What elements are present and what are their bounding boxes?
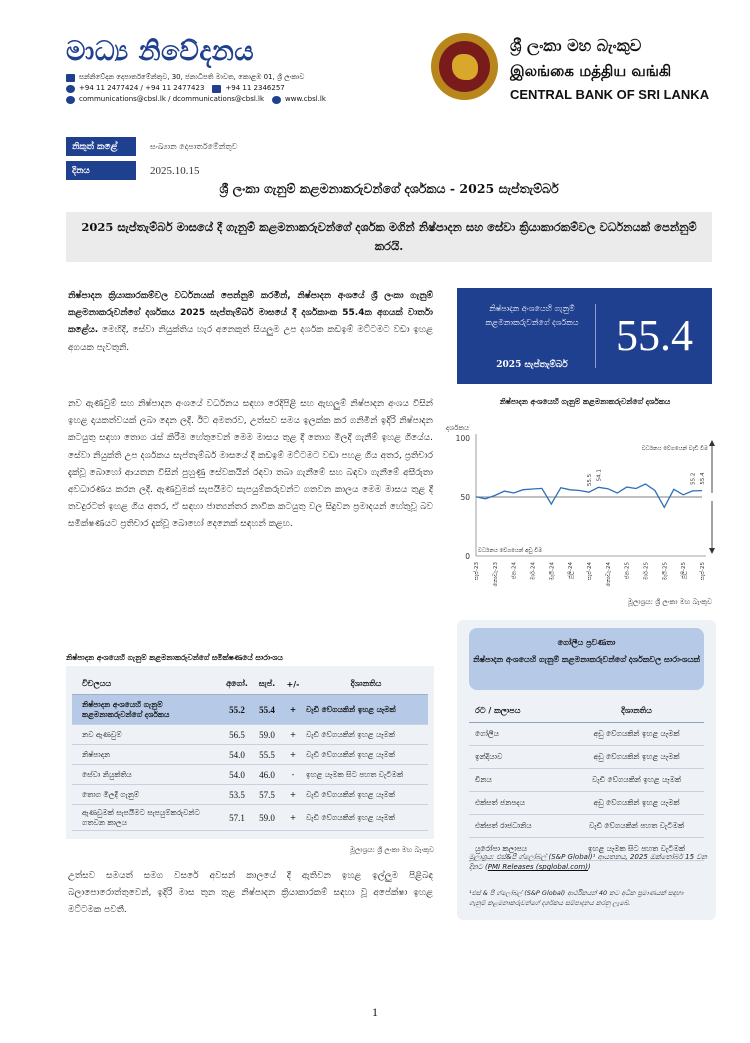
global-source [469, 852, 707, 872]
release-subtitle: 2025 සැප්තැම්බර් මාසයේ දී ගැනුම් කළමනාකරුවන්ගේ දර්ශක මගින් නිෂ්පාදන සහ සේවා ක්‍රියාකාරකම්වල වර්ධනයක් පෙන්නුම් කරයි. [66, 212, 712, 262]
direction-cell: වැඩි වේගයකින් ඉහළ යෑමක් [569, 768, 704, 791]
col-variable: විචලයය [72, 674, 222, 695]
global-trends-panel [457, 620, 716, 920]
y-tick-label: 100 [455, 434, 470, 443]
pmi-series-line [476, 484, 702, 507]
y-tick-label: 0 [465, 552, 470, 561]
sep-value-cell: 57.5 [252, 785, 282, 805]
chart-source: මූලාශ්‍රය: ශ්‍රී ලංකා මහ බැංකුව [627, 598, 712, 606]
website-link[interactable]: www.cbsl.lk [285, 95, 326, 103]
x-tick-label: ජන-25 [624, 562, 631, 580]
data-label: 54.1 [596, 469, 603, 482]
trend-cell: ඉහළ යෑමක සිට පහත වැටීමක් [304, 765, 428, 785]
direction-cell: අඩු වේගයකින් ඉහළ යෑමක් [569, 791, 704, 814]
fax-icon [212, 85, 221, 93]
direction-cell: අඩු වේගයකින් ඉහළ යෑමක් [569, 722, 704, 745]
sep-value-cell: 46.0 [252, 765, 282, 785]
fax-text: +94 11 2346257 [225, 84, 285, 92]
variable-cell: නිෂ්පාදන අංශයෙහි ගැනුම් කළමනාකරුවන්ගේ දර්ශකය [72, 695, 222, 725]
aug-value-cell: 56.5 [222, 725, 252, 745]
stat-label: නිෂ්පාදන අංශයෙහි ගැනුම් කළමනාකරුවන්ගේ දර්ශකය [485, 304, 579, 327]
change-sign-cell: + [282, 695, 304, 725]
variable-cell: තොග මිලදී ගැනුම් [72, 785, 222, 805]
pmi-stat-box [457, 288, 712, 384]
table-row [469, 722, 704, 745]
data-label: 55.2 [690, 472, 697, 485]
lower-annotation: වර්ධනය වේගයෙන් අඩු වීම [478, 548, 543, 554]
global-source-prefix: මූලාශ්‍රය: එස්&පී ග්ලෝබල් (S&P Global)¹ ආයතනය, 2025 ඔක්තෝබර් 15 වන දිනට ( [469, 853, 707, 871]
bank-name-english: CENTRAL BANK OF SRI LANKA [510, 87, 710, 102]
paragraph-1 [68, 288, 433, 357]
data-label: 55.5 [587, 473, 593, 487]
sep-value-cell: 59.0 [252, 725, 282, 745]
bank-name-tamil: இலங்கை மத்திய வங்கி [510, 62, 672, 80]
summary-table-container [66, 666, 434, 839]
y-tick-label: 50 [460, 493, 470, 502]
change-sign-cell: + [282, 785, 304, 805]
release-title: ශ්‍රී ලංකා ගැනුම් කළමනාකරුවන්ගේ දර්ශකය - 2025 සැප්තැම්බර් [219, 181, 559, 196]
country-cell: ඉන්දියාව [469, 745, 569, 768]
col-change: +/- [282, 674, 304, 695]
upper-annotation: වර්ධනය වේගයෙන් වැඩි වීම [641, 446, 708, 452]
release-meta [66, 137, 324, 185]
col-country: රට / කලාපය [469, 700, 569, 722]
x-tick-label: නොවැ-24 [605, 562, 612, 587]
global-panel-header [469, 628, 704, 690]
page-number: 1 [372, 1005, 378, 1019]
aug-value-cell: 54.0 [222, 765, 252, 785]
date-row [66, 161, 324, 180]
contact-block [66, 72, 356, 105]
x-tick-label: සැප්-25 [700, 562, 706, 581]
table-row [469, 791, 704, 814]
at-icon [66, 96, 75, 104]
global-footnote: ¹එස් & පී ග්ලෝබල් (S&P Global) ආර්ථිකයන් 40 කට අධික ප්‍රමාණයක් සඳහා ගැනුම් කළමනාකරුවන්ගේ දර්ශකය සම්පාදනය කරනු ලැබේ. [457, 884, 712, 912]
global-header-row [469, 700, 704, 722]
table-row [469, 768, 704, 791]
x-tick-label: මැයි-24 [549, 562, 556, 581]
summary-table-caption: නිෂ්පාදන අංශයෙහි ගැනුම් කළමනාකරුවන්ගේ සමීක්ෂණයේ සාරාංශය [66, 653, 283, 662]
trend-cell: වැඩි වේගයකින් ඉහළ යෑමක් [304, 695, 428, 725]
table-row [469, 814, 704, 837]
summary-table [72, 674, 428, 831]
globe-icon [272, 96, 281, 104]
pmi-releases-link[interactable]: PMI Releases (spglobal.com) [487, 863, 588, 871]
issued-by-row [66, 137, 324, 156]
aug-value-cell: 53.5 [222, 785, 252, 805]
trend-cell: වැඩි වේගයකින් ඉහළ යෑමක් [304, 785, 428, 805]
table-row [72, 765, 428, 785]
global-source-suffix: ) [587, 863, 591, 871]
sep-value-cell: 55.5 [252, 745, 282, 765]
date-label: දිනය [66, 161, 136, 180]
col-aug: අගෝ. [222, 674, 252, 695]
paragraph-1-rest: මෙහිදී, සේවා නියුක්තිය හැර අනෙකුත් සියලුම උප දර්ශක කඩඉම් මට්ටමට වඩා ඉහළ අගයක පැවතුනි. [68, 325, 433, 353]
stat-value: 55.4 [616, 311, 693, 360]
direction-cell: අඩු වේගයකින් ඉහළ යෑමක් [569, 745, 704, 768]
table-row [72, 725, 428, 745]
phone-icon [66, 85, 75, 93]
change-sign-cell: + [282, 725, 304, 745]
table-row [72, 805, 428, 831]
up-arrow-icon [709, 440, 715, 446]
change-sign-cell: - [282, 765, 304, 785]
address-text: සන්නිවේදන දෙපාර්තමේන්තුව, 30, ජනාධිපති මාවත, කොළඹ 01, ශ්‍රී ලංකාව [79, 73, 305, 81]
media-release-brand: මාධ්‍ය නිවේදනය [66, 36, 255, 67]
header-right [510, 35, 720, 104]
country-cell: එක්සත් රාජධානිය [469, 814, 569, 837]
trend-cell: වැඩි වේගයකින් ඉහළ යෑමක් [304, 805, 428, 831]
email-link[interactable]: communications@cbsl.lk / dcommunications@cbsl.lk [79, 95, 265, 103]
mail-icon [66, 74, 75, 82]
country-cell: ගෝලීය [469, 722, 569, 745]
address-line [66, 72, 356, 83]
sep-value-cell: 59.0 [252, 805, 282, 831]
paragraph-2: නව ඇණවුම් සහ නිෂ්පාදන අංශයේ වර්ධනය සඳහා රෙදිපිළි සහ ඇඟලුම් නිෂ්පාදන අංශය විසින් ඉහළ දායකත්වයක් ලබා දෙන ලදී. ඊට අමතරව, උත්සව සමය ඉලක්ක කර ගනිමින් ඉදිරි නිෂ්පාදන කටයුතු සඳහා තොග රැස් කිරීම හේතුවෙන් මෙම මාසය තුළ දී තොග මිලදී ගැනීම් ඉහළ ගියේය. සේවා නියුක්ති උප දර්ශකය සැප්තැම්බර් මාසයේ දී කඩඉම් මට්ටමට වඩා පහළ ගිය අතර, ප්‍රතිචාර දැක්වූ බොහෝ ආයතන විසින් පුහුණු සේවකයින් රඳවා තබා ගැනීමේ සහ බඳවා ගැනීමේ අසීරුතා අවධාරණය කරන ලදී. ඇණවුමක් සැපයීමට සැපයුම්කරුවන්ට ගතවන කාලය මෙම මාසය තුළ දී තවදුරටත් ඉහළ ගිය අතර, ඒ සඳහා ජාත්‍යන්තර නාවික කටයුතු වල සිදුවන ප්‍රමාදයන් හේතුවූ බව සමීක්ෂණයට ප්‍රතිචාර දැක්වූ බොහෝ දෙනෙක් සඳහන් කළහ. [68, 399, 433, 530]
x-tick-label: සැප්-23 [474, 562, 480, 581]
sep-value-cell: 55.4 [252, 695, 282, 725]
x-tick-label: ජූලි-24 [568, 562, 575, 579]
chart-title: නිෂ්පාදන අංශයෙහි ගැනුම් කළමනාකරුවන්ගේ දර්ශකය [499, 397, 671, 406]
lion-icon [452, 54, 478, 80]
summary-header-row [72, 674, 428, 695]
phone-line [66, 83, 356, 94]
phone-text: +94 11 2477424 / +94 11 2477423 [79, 84, 205, 92]
pmi-line-chart [440, 418, 720, 596]
cbsl-crest-logo [431, 33, 498, 100]
change-sign-cell: + [282, 805, 304, 831]
paragraph-3: උත්සව සමයත් සමග වසරේ අවසන් කාලයේ දී ඇතිවන ඉහළ ඉල්ලුම පිළිබඳ බලාපොරොත්තුවෙන්, ඉදිරි මාස තුන තුළ නිෂ්පාදන ක්‍රියාකාරකම් සඳහා වූ අපේක්ෂා ඉහළ මට්ටමක පවතී. [68, 871, 433, 916]
trend-cell: වැඩි වේගයකින් ඉහළ යෑමක් [304, 725, 428, 745]
issued-by-value: සංඛ්‍යාන දෙපාර්තමේන්තුව [150, 141, 238, 151]
table-row [72, 745, 428, 765]
x-tick-label: මාර්-24 [530, 562, 537, 581]
change-sign-cell: + [282, 745, 304, 765]
date-value: 2025.10.15 [150, 164, 200, 177]
direction-cell: ඉහළ යෑමක සිට පහත වැටීමක් [569, 837, 704, 860]
header-left [66, 36, 356, 105]
aug-value-cell: 55.2 [222, 695, 252, 725]
variable-cell: නිෂ්පාදන [72, 745, 222, 765]
down-arrow-icon [709, 548, 715, 554]
x-tick-label: සැප්-24 [587, 562, 593, 581]
x-tick-label: මාර්-25 [643, 562, 650, 581]
col-trend: දිශානතිය [304, 674, 428, 695]
variable-cell: සේවා නියුක්තිය [72, 765, 222, 785]
crest-inner [439, 41, 490, 92]
global-trends-table [469, 700, 704, 861]
global-panel-heading-2: නිෂ්පාදන අංශයෙහි ගැනුම් කළමනාකරුවන්ගේ දර්ශකවල සාරාංශයක් [473, 655, 700, 664]
bank-name-sinhala: ශ්‍රී ලංකා මහ බැංකුව [510, 36, 642, 55]
variable-cell: ඇණවුමක් සැපයීමට සැපයුම්කරුවන්ට ගතවන කාලය [72, 805, 222, 831]
table-row [72, 695, 428, 725]
stat-month: 2025 සැප්තැම්බර් [496, 360, 568, 370]
variable-cell: නව ඇණවුම් [72, 725, 222, 745]
x-tick-label: ජූලි-25 [681, 562, 688, 579]
x-tick-label: නොවැ-23 [492, 562, 499, 587]
x-tick-label: මැයි-25 [662, 562, 669, 581]
aug-value-cell: 57.1 [222, 805, 252, 831]
contact-line-web [66, 94, 356, 105]
table-row [469, 745, 704, 768]
paragraph-1-bold: නිෂ්පාදන ක්‍රියාකාරකම්වල වර්ධනයක් පෙන්නුම් කරමින්, නිෂ්පාදන අංශයේ ශ්‍රී ලංකා ගැනුම් කළමනාකරුවන්ගේ දර්ශකය 2025 සැප්තැම්බර් මාසයේ දී දර්ශකාංක 55.4ක අගයක් වාර්තා කළේය. [68, 291, 433, 336]
col-direction: දිශානතිය [569, 700, 704, 722]
summary-table-source: මූලාශ්‍රය: ශ්‍රී ලංකා මහ බැංකුව [349, 846, 434, 854]
col-sep: සැප්. [252, 674, 282, 695]
y-axis-label: දර්ශකය [446, 424, 470, 432]
country-cell: යුරෝපා කලාපය [469, 837, 569, 860]
issued-by-label: නිකුත් කළේ [66, 137, 136, 156]
data-label: 55.4 [700, 472, 706, 485]
x-tick-label: ජන-24 [511, 562, 518, 580]
country-cell: චීනය [469, 768, 569, 791]
country-cell: එක්සත් ජනපදය [469, 791, 569, 814]
global-panel-heading-1: ගෝලීය ප්‍රවණතා [557, 638, 616, 647]
table-row [72, 785, 428, 805]
aug-value-cell: 54.0 [222, 745, 252, 765]
direction-cell: වැඩි වේගයකින් පහත වැටීමක් [569, 814, 704, 837]
trend-cell: වැඩි වේගයකින් ඉහළ යෑමක් [304, 745, 428, 765]
stat-divider [595, 304, 596, 368]
